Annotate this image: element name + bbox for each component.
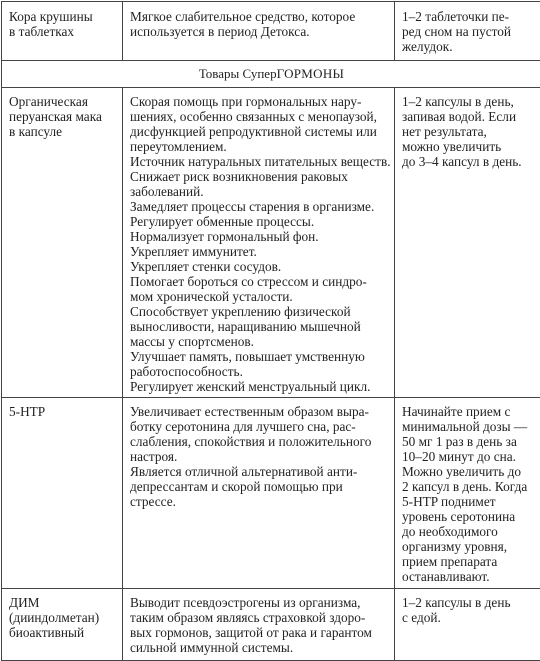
description-paragraph [130, 274, 388, 304]
product-name-cell [2, 589, 123, 661]
dosage-line: с едой. [402, 610, 535, 625]
dosage-line: Начинайте прием с [402, 404, 535, 419]
product-dosage-cell [395, 88, 540, 398]
description-paragraph [130, 404, 388, 464]
dosage-line: желудок. [402, 39, 535, 54]
section-header-caps: ГОРМОНЫ [277, 66, 345, 81]
description-line: Источник натуральных питательных веществ. [130, 154, 388, 169]
dosage-line: 10–20 минут до сна. [402, 449, 535, 464]
dosage-line: уровень серотонина [402, 509, 535, 524]
description-paragraph [130, 379, 388, 394]
dosage-line: 50 мг 1 раз в день за [402, 434, 535, 449]
description-paragraph [130, 244, 388, 259]
description-line: массы у спортсменов. [130, 334, 388, 349]
dosage-line: останавливают. [402, 569, 535, 584]
description-paragraph [130, 154, 388, 169]
product-dosage-cell [395, 2, 540, 61]
product-dosage-cell [395, 589, 540, 661]
dosage-line: запивая водой. Если [402, 109, 535, 124]
description-line: Выводит псевдоэстрогены из организма, [130, 595, 388, 610]
product-name-line: Кора крушины [9, 9, 116, 24]
description-line: сильной иммунной системы. [130, 640, 388, 655]
dosage-line: 1–2 таблеточки пе- [402, 9, 535, 24]
product-name-cell [2, 2, 123, 61]
description-line: Скорая помощь при гормональных нару- [130, 94, 388, 109]
description-line: Является отличной альтернативой анти- [130, 464, 388, 479]
description-paragraph [130, 94, 388, 154]
description-line: Укрепляет иммунитет. [130, 244, 388, 259]
description-line: Замедляет процессы старения в организме. [130, 199, 388, 214]
dosage-line: 1–2 капсулы в день [402, 595, 535, 610]
description-line: Снижает риск возникновения раковых [130, 169, 388, 184]
dosage-line: организму уровня, [402, 539, 535, 554]
table-row-maca [2, 88, 540, 398]
description-paragraph [130, 464, 388, 509]
dosage-line: 5-HTP поднимет [402, 494, 535, 509]
description-line: Способствует укреплению физической [130, 304, 388, 319]
description-paragraph [130, 349, 388, 379]
description-line: стрессе. [130, 494, 388, 509]
dosage-line: минимальной дозы — [402, 419, 535, 434]
description-line: ботку серотонина для лучшего сна, рас- [130, 419, 388, 434]
dosage-line: нет результата, [402, 124, 535, 139]
description-line: Помогает бороться со стрессом и синдро- [130, 274, 388, 289]
product-description-cell [123, 2, 395, 61]
table-row-buckthorn [2, 2, 540, 61]
description-paragraph [130, 595, 388, 655]
dosage-line: Можно увеличить до [402, 464, 535, 479]
product-name-cell [2, 398, 123, 589]
description-line: Укрепляет стенки сосудов. [130, 259, 388, 274]
description-line: вых гормонов, защитой от рака и гарантом [130, 625, 388, 640]
description-line: таким образом являясь страховкой здоро- [130, 610, 388, 625]
description-paragraph [130, 229, 388, 244]
product-description-cell [123, 589, 395, 661]
product-name-line: биоактивный [9, 625, 116, 640]
description-line: депрессантам и скорой помощью при [130, 479, 388, 494]
description-line: заболеваний. [130, 184, 388, 199]
dosage-line: до необходимого [402, 524, 535, 539]
description-line: используется в период Детокса. [130, 24, 388, 39]
product-description-cell [123, 88, 395, 398]
description-line: шениях, особенно связанных с менопаузой, [130, 109, 388, 124]
description-paragraph [130, 169, 388, 199]
product-name-line: Органическая [9, 94, 116, 109]
description-line: Регулирует обменные процессы. [130, 214, 388, 229]
product-dosage-cell [395, 398, 540, 589]
description-paragraph [130, 304, 388, 349]
table-row-dim [2, 589, 540, 661]
product-name-line: 5-HTP [9, 404, 116, 419]
product-description-cell [123, 398, 395, 589]
description-line: Регулирует женский менструальный цикл. [130, 379, 388, 394]
description-line: дисфункцией репродуктивной системы или [130, 124, 388, 139]
dosage-line: 1–2 капсулы в день, [402, 94, 535, 109]
description-line: настроя. [130, 449, 388, 464]
dosage-line: до 3–4 капсул в день. [402, 154, 535, 169]
description-paragraph [130, 259, 388, 274]
product-name-line: (дииндолметан) [9, 610, 116, 625]
description-line: работоспособность. [130, 364, 388, 379]
description-line: Улучшает память, повышает умственную [130, 349, 388, 364]
product-name-line: ДИМ [9, 595, 116, 610]
section-header-prefix: Товары Супер [199, 66, 277, 81]
product-name-line: в таблетках [9, 24, 116, 39]
dosage-line: 2 капсул в день. Когда [402, 479, 535, 494]
product-name-cell [2, 88, 123, 398]
description-line: мом хронической усталости. [130, 289, 388, 304]
dosage-line: прием препарата [402, 554, 535, 569]
section-header-cell [2, 61, 540, 88]
dosage-line: можно увеличить [402, 139, 535, 154]
description-line: выносливости, наращиванию мышечной [130, 319, 388, 334]
dosage-line: ред сном на пустой [402, 24, 535, 39]
section-header-row [2, 61, 540, 88]
description-line: слабления, спокойствия и положительного [130, 434, 388, 449]
description-paragraph [130, 199, 388, 214]
supplements-table [1, 1, 540, 661]
description-line: Мягкое слабительное средство, которое [130, 9, 388, 24]
product-name-line: в капсуле [9, 124, 116, 139]
table-row-5htp [2, 398, 540, 589]
description-line: Увеличивает естественным образом выра- [130, 404, 388, 419]
description-line: Нормализует гормональный фон. [130, 229, 388, 244]
description-line: переутомлением. [130, 139, 388, 154]
product-name-line: перуанская мака [9, 109, 116, 124]
description-paragraph [130, 214, 388, 229]
